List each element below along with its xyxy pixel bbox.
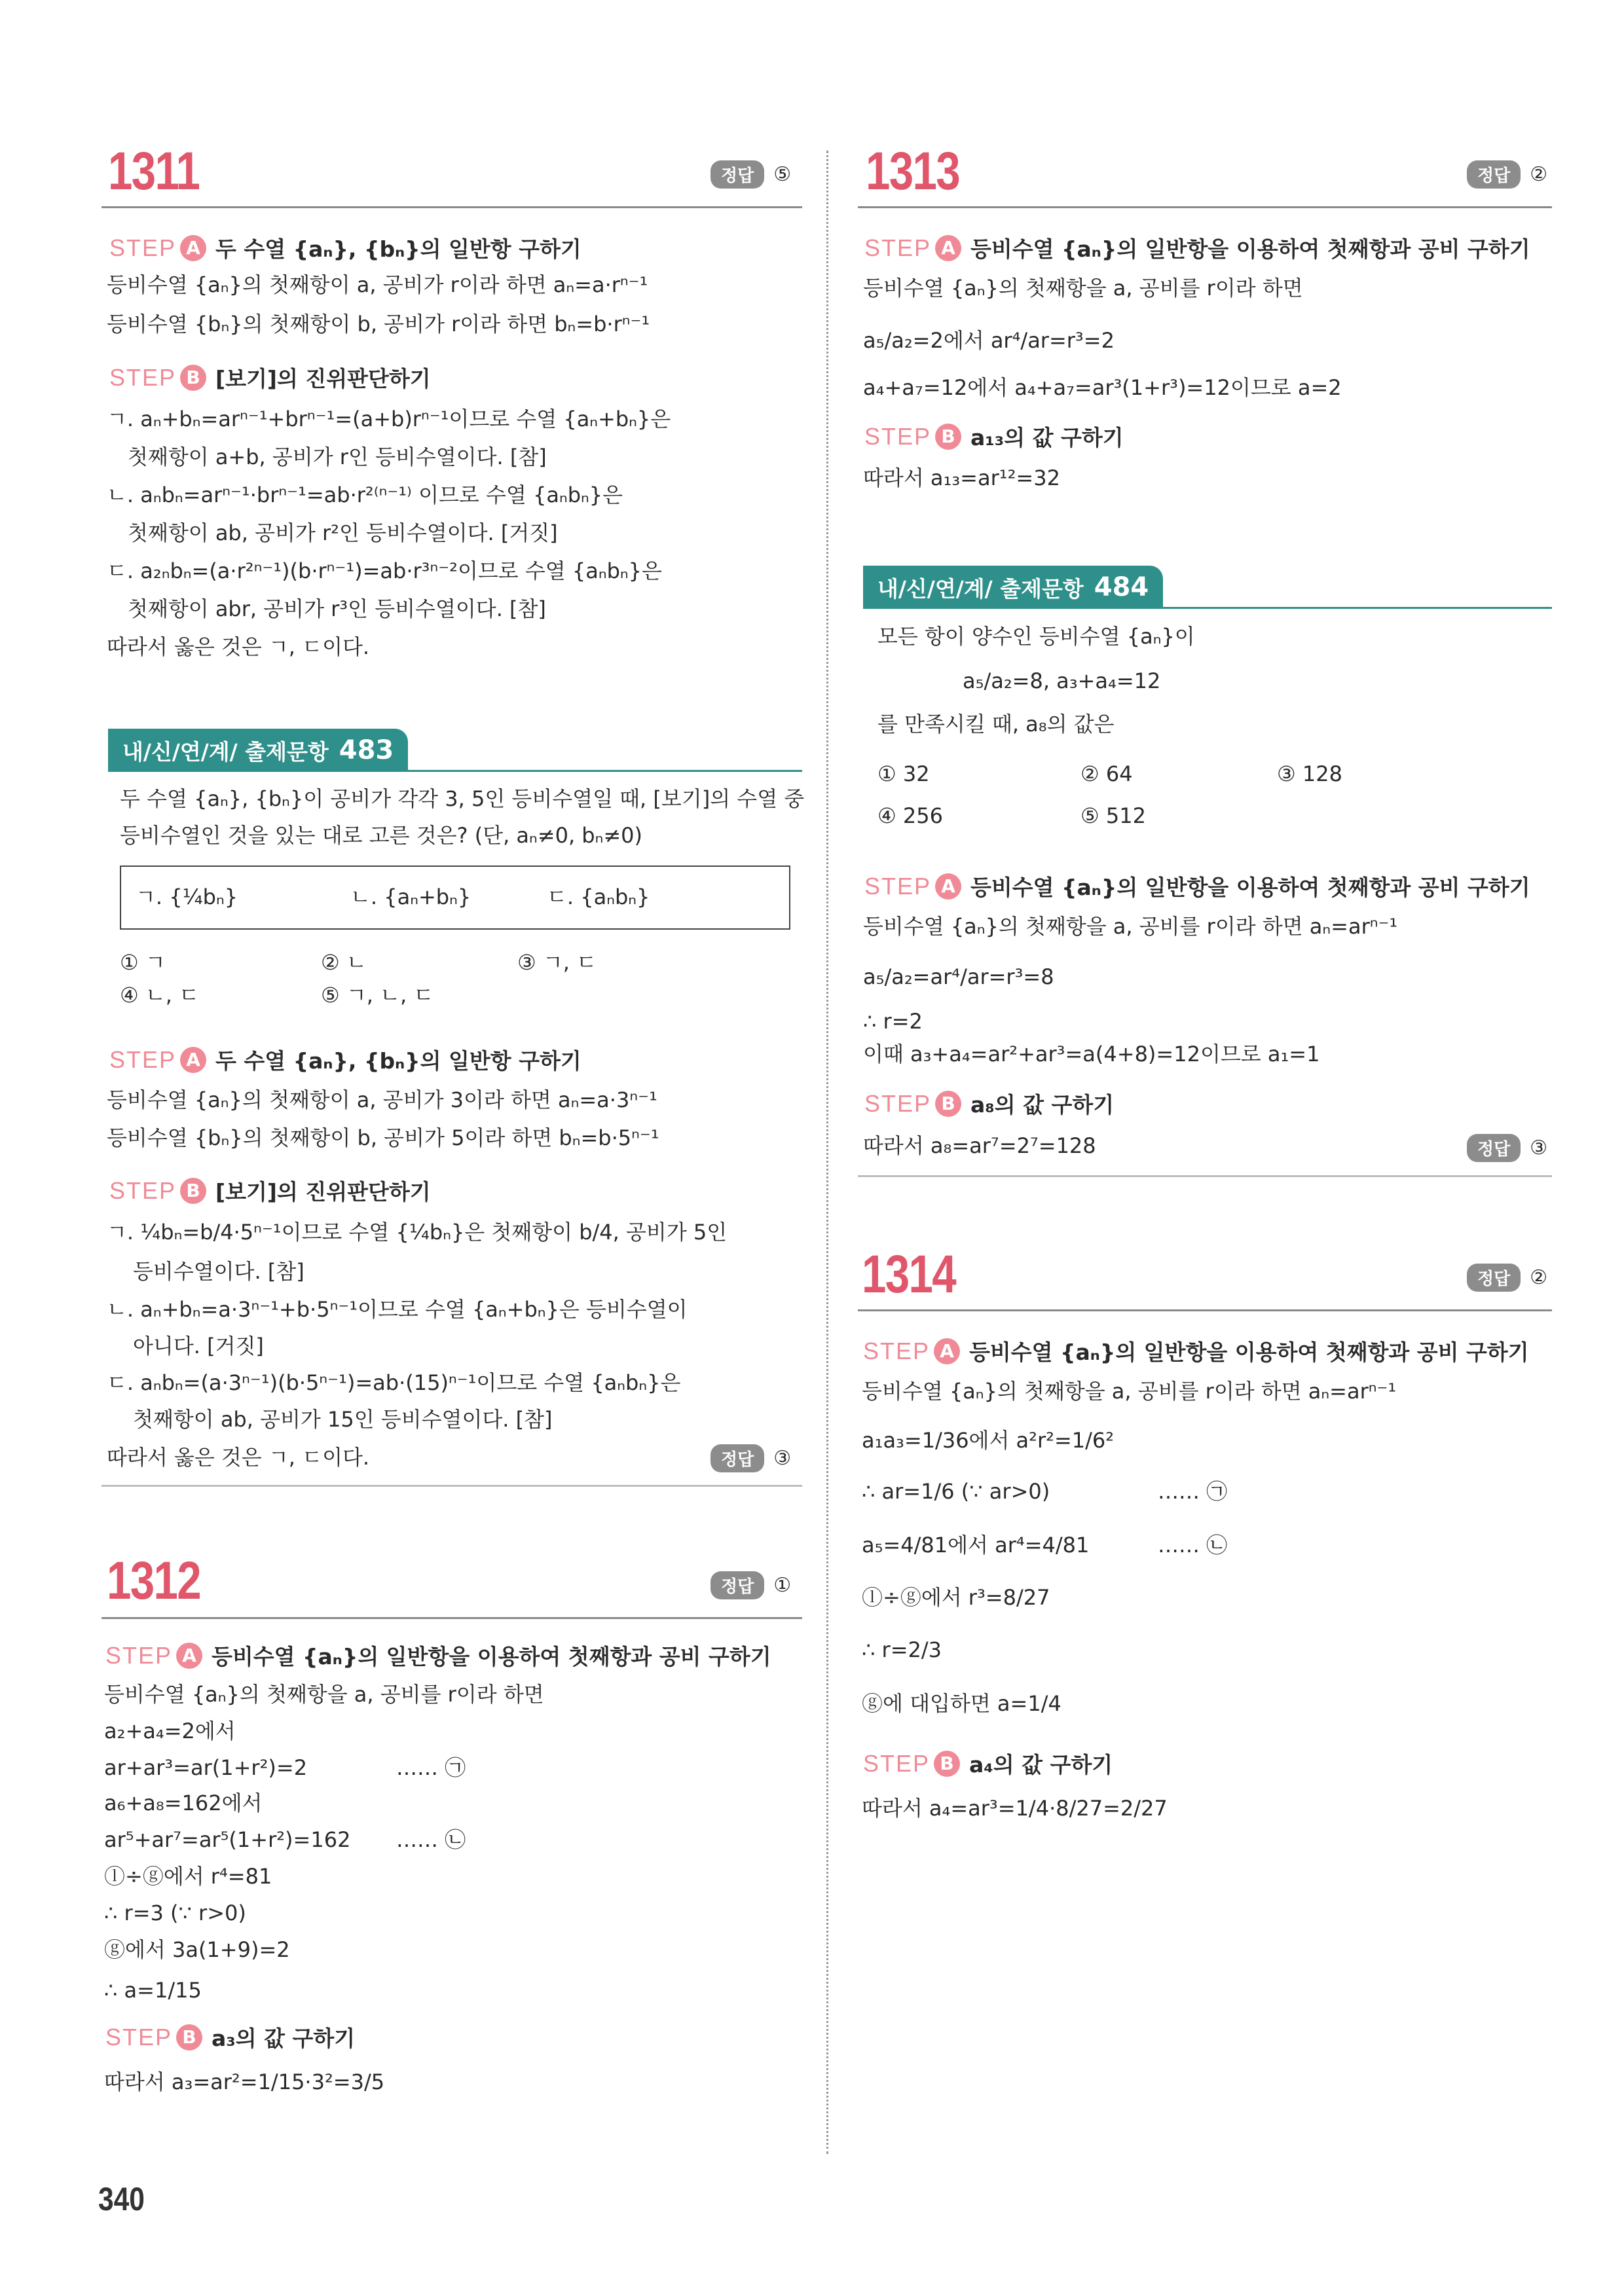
choice-1: ① ㄱ — [120, 950, 166, 975]
text-line: 등비수열 {aₙ}의 첫째항을 a, 공비를 r이라 하면 — [104, 1682, 544, 1707]
choice-1: ① 32 — [877, 761, 930, 786]
connect-label — [863, 566, 1163, 609]
equation-mark-2: …… ㉡ — [1158, 1533, 1228, 1558]
conclusion-line: 따라서 옳은 것은 ㄱ, ㄷ이다. — [107, 634, 370, 659]
choice-5: ⑤ ㄱ, ㄴ, ㄷ — [321, 983, 434, 1008]
question-line: 를 만족시킬 때, a₈의 값은 — [877, 712, 1115, 737]
text-line: ㄴ. aₙbₙ=arⁿ⁻¹·brⁿ⁻¹=ab·r²⁽ⁿ⁻¹⁾ 이므로 수열 {aₙbₙ}은 — [107, 483, 623, 507]
question-line: 등비수열인 것을 있는 대로 고른 것은? (단, aₙ≠0, bₙ≠0) — [120, 823, 643, 848]
header-rule — [858, 206, 1552, 208]
step-label: STEP — [105, 2023, 173, 2050]
text-line: ⓛ÷ⓖ에서 r³=8/27 — [862, 1585, 1050, 1610]
text-line: a₂+a₄=2에서 — [104, 1719, 236, 1743]
step-title: 두 수열 {aₙ}, {bₙ}의 일반항 구하기 — [215, 1048, 581, 1074]
text-line: 등비수열 {aₙ}의 첫째항이 a, 공비가 3이라 하면 aₙ=a·3ⁿ⁻¹ — [107, 1087, 657, 1112]
conclusion-line: 따라서 옳은 것은 ㄱ, ㄷ이다. — [107, 1445, 370, 1470]
connect-banner-483 — [108, 729, 802, 772]
step-a-circle: A — [180, 235, 206, 261]
step-label: STEP — [864, 422, 932, 450]
section-rule — [858, 1175, 1552, 1177]
connect-label — [108, 729, 408, 772]
text-line: a₆+a₈=162에서 — [104, 1791, 263, 1815]
step-b-circle: B — [176, 2024, 202, 2050]
choice-4: ④ 256 — [877, 803, 943, 828]
step-title: 등비수열 {aₙ}의 일반항을 이용하여 첫째항과 공비 구하기 — [970, 875, 1530, 900]
answer-value: ② — [1530, 163, 1548, 186]
choice-3: ③ ㄱ, ㄷ — [517, 950, 597, 975]
connect-title: 내/신/연/계/ 출제문항 — [122, 738, 329, 765]
text-line: 아니다. [거짓] — [133, 1334, 264, 1358]
choice-4: ④ ㄴ, ㄷ — [120, 983, 200, 1008]
text-line: ㄴ. aₙ+bₙ=a·3ⁿ⁻¹+b·5ⁿ⁻¹이므로 수열 {aₙ+bₙ}은 등비수열이 — [107, 1297, 688, 1322]
text-line: ㄱ. ¼bₙ=b/4·5ⁿ⁻¹이므로 수열 {¼bₙ}은 첫째항이 b/4, 공비가 5인 — [107, 1220, 728, 1245]
step-b-circle: B — [180, 1178, 206, 1204]
text-line: ⓛ÷ⓖ에서 r⁴=81 — [104, 1864, 272, 1889]
step-b-circle: B — [934, 1751, 960, 1777]
text-line: 등비수열 {aₙ}의 첫째항이 a, 공비가 r이라 하면 aₙ=a·rⁿ⁻¹ — [107, 272, 648, 297]
text-line: ar+ar³=ar(1+r²)=2 — [104, 1755, 308, 1780]
answer-badge: 정답 — [710, 1571, 764, 1599]
step-label: STEP — [864, 1089, 932, 1117]
step-title: 등비수열 {aₙ}의 일반항을 이용하여 첫째항과 공비 구하기 — [969, 1339, 1529, 1365]
text-line: ∴ r=2 — [863, 1009, 923, 1034]
connect-title: 내/신/연/계/ 출제문항 — [877, 575, 1084, 602]
equation-mark-1: …… ㉠ — [1158, 1479, 1228, 1504]
step-a-circle: A — [935, 235, 961, 261]
text-line: a₅=4/81에서 ar⁴=4/81 — [862, 1533, 1090, 1558]
step-b-heading — [864, 421, 1124, 452]
step-label: STEP — [109, 234, 177, 261]
equation-mark-2: …… ㉡ — [396, 1827, 466, 1852]
text-line: a₅/a₂=ar⁴/ar=r³=8 — [863, 964, 1054, 989]
choice-2: ② ㄴ — [321, 950, 367, 975]
text-line: 첫째항이 abr, 공비가 r³인 등비수열이다. [참] — [128, 596, 546, 621]
question-line: 모든 항이 양수인 등비수열 {aₙ}이 — [877, 624, 1195, 649]
question-line: 두 수열 {aₙ}, {bₙ}이 공비가 각각 3, 5인 등비수열일 때, [보기]의 수열 중 — [120, 786, 805, 811]
text-line: ∴ a=1/15 — [104, 1978, 202, 2003]
text-line: 첫째항이 ab, 공비가 15인 등비수열이다. [참] — [133, 1407, 553, 1432]
step-a-circle: A — [934, 1338, 960, 1364]
answer-1311 — [710, 160, 791, 189]
step-b-heading — [105, 2022, 355, 2052]
bogi-item: ㄴ. {aₙ+bₙ} — [350, 884, 471, 909]
text-line: 등비수열 {bₙ}의 첫째항이 b, 공비가 5이라 하면 bₙ=b·5ⁿ⁻¹ — [107, 1125, 659, 1150]
bogi-box — [120, 866, 790, 930]
answer-badge: 정답 — [710, 1444, 764, 1472]
step-label: STEP — [109, 363, 177, 391]
text-line: ∴ r=2/3 — [862, 1637, 942, 1662]
connect-rule — [408, 770, 802, 772]
text-line: a₅/a₂=2에서 ar⁴/ar=r³=2 — [863, 328, 1115, 353]
step-title: [보기]의 진위판단하기 — [215, 1179, 431, 1205]
connect-banner-484 — [863, 566, 1552, 609]
header-rule — [101, 206, 802, 208]
text-line: ㄷ. aₙbₙ=(a·3ⁿ⁻¹)(b·5ⁿ⁻¹)=ab·(15)ⁿ⁻¹이므로 수열 {aₙbₙ}은 — [107, 1370, 681, 1395]
step-title: a₃의 값 구하기 — [212, 2026, 356, 2051]
text-line: ㄱ. aₙ+bₙ=arⁿ⁻¹+brⁿ⁻¹=(a+b)rⁿ⁻¹이므로 수열 {aₙ+bₙ}은 — [107, 407, 671, 431]
left-column — [101, 0, 805, 2296]
header-rule — [858, 1309, 1552, 1311]
connect-number: 483 — [339, 735, 394, 765]
text-line: 등비수열 {bₙ}의 첫째항이 b, 공비가 r이라 하면 bₙ=b·rⁿ⁻¹ — [107, 312, 650, 337]
step-b-circle: B — [935, 424, 961, 450]
step-b-heading — [109, 362, 431, 393]
right-column — [858, 0, 1552, 2296]
text-line: ∴ ar=1/6 (∵ ar>0) — [862, 1479, 1050, 1504]
step-label: STEP — [863, 1337, 931, 1364]
step-label: STEP — [864, 872, 932, 900]
problem-number-1314: 1314 — [862, 1245, 956, 1304]
choice-3: ③ 128 — [1277, 761, 1342, 786]
step-title: a₄의 값 구하기 — [969, 1752, 1113, 1777]
bogi-item: ㄱ. {¼bₙ} — [136, 884, 238, 909]
step-a-heading — [863, 1336, 1529, 1366]
text-line: 등비수열이다. [참] — [133, 1259, 304, 1284]
header-rule — [101, 1617, 802, 1619]
step-label: STEP — [109, 1176, 177, 1204]
problem-number-1311: 1311 — [108, 141, 200, 201]
text-line: ⓖ에 대입하면 a=1/4 — [862, 1691, 1061, 1716]
text-line: 첫째항이 ab, 공비가 r²인 등비수열이다. [거짓] — [128, 520, 558, 545]
text-line: ⓖ에서 3a(1+9)=2 — [104, 1937, 290, 1962]
text-line: 등비수열 {aₙ}의 첫째항을 a, 공비를 r이라 하면 aₙ=arⁿ⁻¹ — [862, 1379, 1397, 1404]
problem-number-1312: 1312 — [107, 1551, 201, 1611]
step-b-heading — [864, 1088, 1114, 1119]
answer-484 — [1467, 1134, 1547, 1162]
equation-mark-1: …… ㉠ — [396, 1755, 466, 1780]
text-line: 등비수열 {aₙ}의 첫째항을 a, 공비를 r이라 하면 — [863, 276, 1303, 301]
step-a-heading — [105, 1640, 771, 1671]
step-title: a₁₃의 값 구하기 — [970, 425, 1124, 450]
step-a-heading — [109, 232, 581, 263]
choice-5: ⑤ 512 — [1080, 803, 1146, 828]
step-title: a₈의 값 구하기 — [970, 1092, 1115, 1118]
answer-1314 — [1467, 1264, 1547, 1292]
answer-1313 — [1467, 160, 1547, 189]
step-b-circle: B — [180, 365, 206, 391]
step-a-circle: A — [176, 1643, 202, 1669]
text-line: ar⁵+ar⁷=ar⁵(1+r²)=162 — [104, 1827, 351, 1852]
choice-2: ② 64 — [1080, 761, 1133, 786]
text-line: ∴ r=3 (∵ r>0) — [104, 1901, 246, 1925]
step-title: 등비수열 {aₙ}의 일반항을 이용하여 첫째항과 공비 구하기 — [970, 236, 1530, 262]
connect-rule — [1163, 607, 1552, 609]
step-label: STEP — [863, 1749, 931, 1777]
step-a-heading — [864, 232, 1530, 263]
text-line: a₁a₃=1/36에서 a²r²=1/6² — [862, 1428, 1115, 1453]
conclusion-line: 따라서 a₁₃=ar¹²=32 — [863, 465, 1060, 490]
text-line: ㄷ. a₂ₙbₙ=(a·r²ⁿ⁻¹)(b·rⁿ⁻¹)=ab·r³ⁿ⁻²이므로 수열 {aₙbₙ}은 — [107, 558, 662, 583]
answer-badge: 정답 — [710, 160, 764, 189]
text-line: 등비수열 {aₙ}의 첫째항을 a, 공비를 r이라 하면 aₙ=arⁿ⁻¹ — [863, 914, 1398, 939]
answer-badge: 정답 — [1467, 1134, 1521, 1162]
step-label: STEP — [105, 1641, 173, 1669]
answer-483 — [710, 1444, 791, 1472]
answer-value: ③ — [1530, 1137, 1548, 1159]
answer-value: ③ — [773, 1447, 792, 1470]
answer-badge: 정답 — [1467, 160, 1521, 189]
step-title: 등비수열 {aₙ}의 일반항을 이용하여 첫째항과 공비 구하기 — [212, 1644, 771, 1669]
step-title: [보기]의 진위판단하기 — [215, 366, 431, 392]
page-number: 340 — [98, 2181, 145, 2217]
problem-number-1313: 1313 — [866, 141, 960, 201]
text-line: a₄+a₇=12에서 a₄+a₇=ar³(1+r³)=12이므로 a=2 — [863, 375, 1342, 400]
text-line: 이때 a₃+a₄=ar²+ar³=a(4+8)=12이므로 a₁=1 — [863, 1042, 1320, 1066]
text-line: 첫째항이 a+b, 공비가 r인 등비수열이다. [참] — [128, 445, 547, 469]
step-a-circle: A — [935, 873, 961, 900]
conclusion-line: 따라서 a₃=ar²=1/15·3²=3/5 — [104, 2069, 385, 2094]
answer-badge: 정답 — [1467, 1264, 1521, 1292]
step-title: 두 수열 {aₙ}, {bₙ}의 일반항 구하기 — [215, 236, 581, 262]
step-b-circle: B — [935, 1091, 961, 1117]
conclusion-line: 따라서 a₄=ar³=1/4·8/27=2/27 — [862, 1796, 1168, 1821]
step-label: STEP — [864, 234, 932, 261]
column-divider — [826, 151, 828, 2154]
step-b-heading — [863, 1748, 1113, 1779]
answer-value: ② — [1530, 1266, 1548, 1289]
answer-1312 — [710, 1571, 791, 1599]
conclusion-line: 따라서 a₈=ar⁷=2⁷=128 — [863, 1133, 1096, 1158]
connect-number: 484 — [1094, 572, 1149, 602]
question-line: a₅/a₂=8, a₃+a₄=12 — [963, 668, 1161, 693]
step-a-heading — [864, 871, 1530, 902]
section-rule — [101, 1485, 802, 1487]
answer-value: ⑤ — [773, 163, 792, 186]
bogi-item: ㄷ. {aₙbₙ} — [547, 884, 650, 909]
step-a-circle: A — [180, 1047, 206, 1073]
step-a-heading — [109, 1044, 581, 1075]
step-label: STEP — [109, 1046, 177, 1073]
step-b-heading — [109, 1175, 431, 1206]
answer-value: ① — [773, 1574, 792, 1597]
